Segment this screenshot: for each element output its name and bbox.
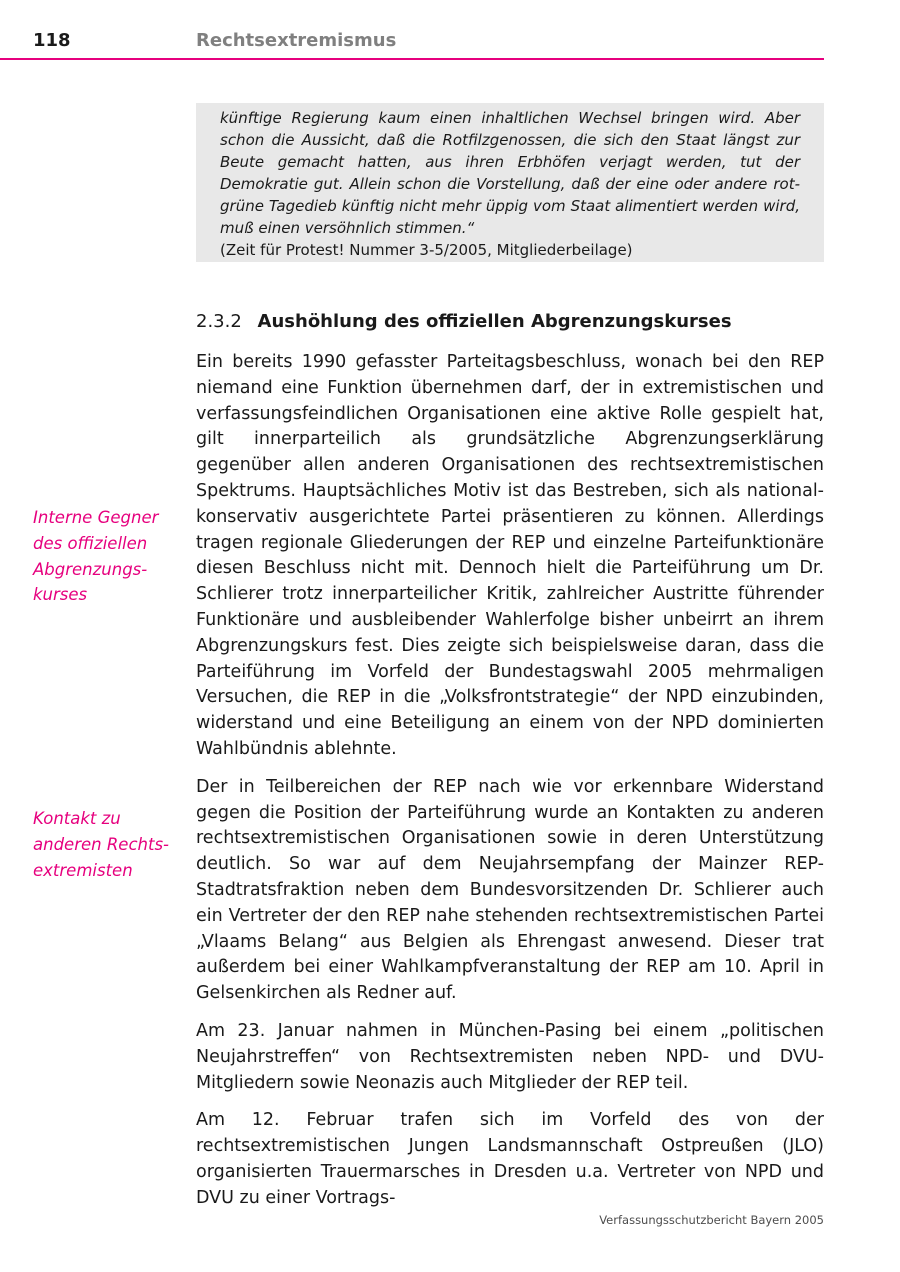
paragraph: Ein bereits 1990 gefasster Parteitagsbeschluss, wonach bei den REP niemand eine Funktion übernehmen darf, der in extremistischen und verfassungsfeindlichen Organisationen eine aktive Rolle gespielt hat, gilt innerparteilich als grundsätzliche Abgrenzungserklärung gegenüber allen anderen Organisationen des rechtsextremistischen Spektrums. Hauptsächliches Motiv ist das Bestreben, sich als national-konservativ ausgerichtete Partei präsentieren zu können. Allerdings tragen regionale Gliederungen der REP und einzelne Parteifunktionäre diesen Beschluss nicht mit. Dennoch hielt die Parteiführung um Dr. Schlierer trotz innerparteilicher Kritik, zahlreicher Austritte führender Funktionäre und ausbleibender Wahlerfolge bisher unbeirrt an ihrem Abgrenzungskurs fest. Dies zeigte sich beispielsweise daran, dass die Parteiführung im Vorfeld der Bundestagswahl 2005 mehrmaligen Versuchen, die REP in die „Volksfrontstrategie“ der NPD einzubinden, widerstand und eine Beteiligung an einem von der NPD dominierten Wahlbündnis ablehnte.	[196, 352, 824, 759]
body-text	[196, 350, 824, 1224]
section-heading	[196, 310, 732, 334]
margin-note-line: Kontakt zu	[33, 809, 121, 828]
quote-box	[196, 103, 824, 262]
section-number: 2.3.2	[196, 311, 242, 332]
page-footer: Verfassungsschutzbericht Bayern 2005	[599, 1213, 824, 1227]
margin-note-line: extremisten	[33, 860, 133, 880]
margin-note-line: anderen Rechts-	[33, 834, 169, 854]
margin-note-line: des offiziellen	[33, 533, 148, 553]
margin-note-line: Abgrenzungs-	[33, 559, 148, 579]
margin-note-internal-opponents	[33, 505, 183, 608]
margin-note-line: kurses	[33, 585, 88, 605]
margin-note-line: Interne Gegner	[33, 508, 159, 527]
page-number: 118	[33, 30, 71, 51]
section-title: Aushöhlung des offiziellen Abgrenzungskurses	[257, 311, 732, 332]
quote-text: künftige Regierung kaum einen inhaltlichen Wechsel bringen wird. Aber schon die Aussicht, daß die Rotfilzgenossen, die sich den Staat längst zur Beute gemacht hatten, aus ihren Erbhöfen verjagt werden, tut der Demokratie gut. Allein schon die Vorstellung, daß der eine oder andere rot-grüne Tagedieb künftig nicht mehr üppig vom Staat alimentiert werden wird, muß einen versöhnlich stimmen.“	[220, 109, 800, 237]
page-header	[0, 0, 824, 60]
running-title: Rechtsextremismus	[196, 30, 397, 51]
paragraph: Am 12. Februar trafen sich im Vorfeld des von der rechtsextremistischen Jungen Landsmannschaft Ostpreußen (JLO) organisierten Trauermarsches in Dresden u.a. Vertreter von NPD und DVU zu einer Vortrags-	[196, 1110, 824, 1208]
paragraph: Der in Teilbereichen der REP nach wie vor erkennbare Widerstand gegen die Position der Parteiführung wurde an Kontakten zu anderen rechtsextremistischen Organisationen sowie in deren Unterstützung deutlich. So war auf dem Neujahrsempfang der Mainzer REP-Stadtratsfraktion neben dem Bundesvorsitzenden Dr. Schlierer auch ein Vertreter der den REP nahe stehenden rechtsextremistischen Partei „Vlaams Belang“ aus Belgien als Ehrengast anwesend. Dieser trat außerdem bei einer Wahlkampfveranstaltung der REP am 10. April in Gelsenkirchen als Redner auf.	[196, 776, 824, 1004]
quote-source: (Zeit für Protest! Nummer 3-5/2005, Mitgliederbeilage)	[220, 241, 633, 259]
margin-note-contacts	[33, 806, 183, 883]
paragraph: Am 23. Januar nahmen in München-Pasing bei einem „politischen Neujahrstreffen“ von Rechtsextremisten neben NPD- und DVU-Mitgliedern sowie Neonazis auch Mitglieder der REP teil.	[196, 1020, 824, 1093]
